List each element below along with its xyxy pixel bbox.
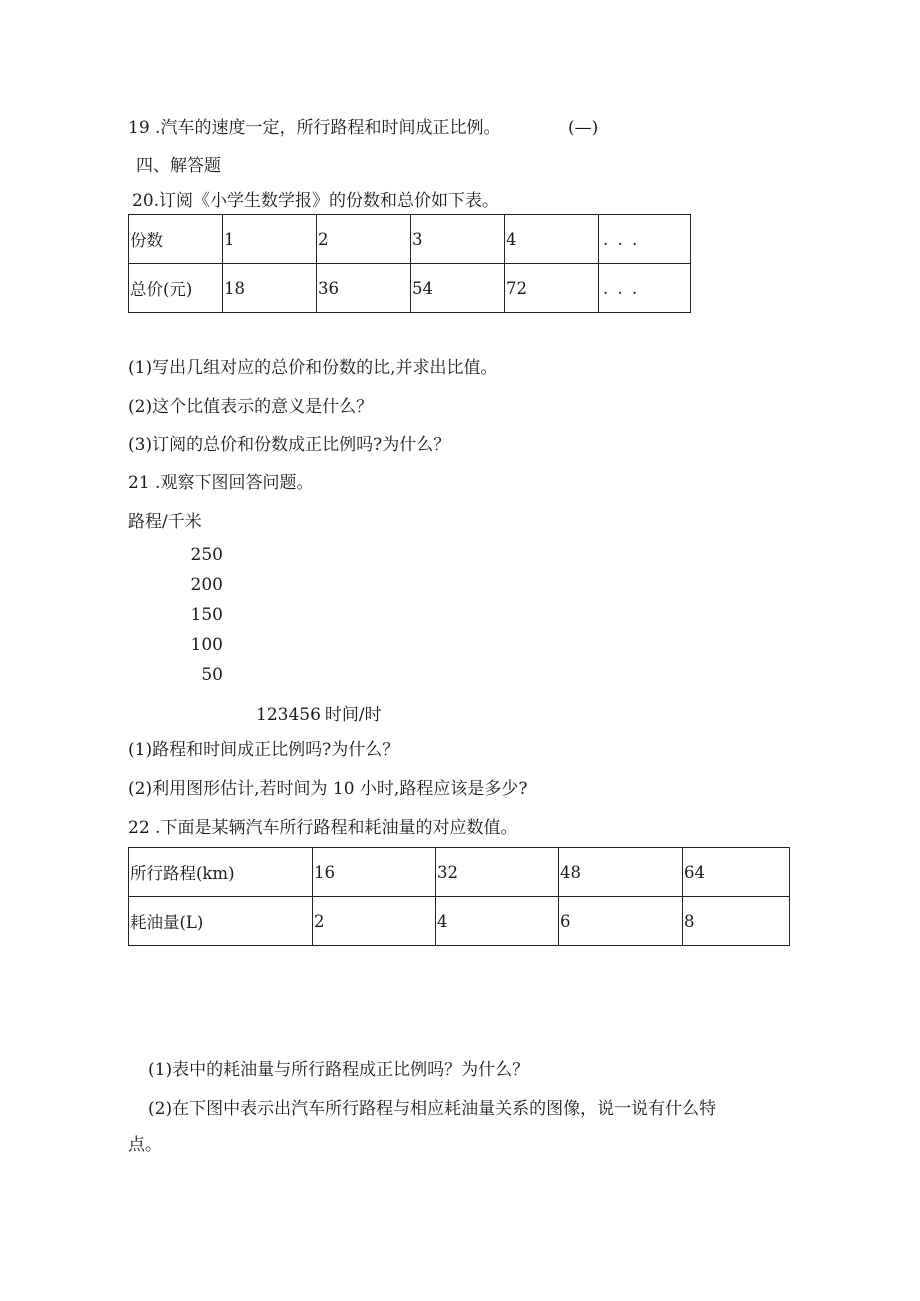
table-cell: 16: [313, 848, 436, 897]
table-row: [129, 215, 691, 264]
table-cell: 份数: [129, 215, 223, 264]
chart-x-ticks: 123456: [256, 705, 321, 725]
chart-x-axis: [256, 704, 382, 726]
table-cell: 4: [436, 897, 559, 946]
question-22-sub-1: (1)表中的耗油量与所行路程成正比例吗？为什么？: [148, 1060, 530, 1080]
table-cell: . . .: [599, 264, 691, 313]
question-20-sub-2: (2)这个比值表示的意义是什么？: [128, 397, 374, 417]
table-cell: 4: [505, 215, 599, 264]
question-21-sub-1: (1)路程和时间成正比例吗?为什么？: [128, 740, 400, 760]
chart-y-tick: 100: [190, 635, 223, 655]
question-20-title: 20.订阅《小学生数学报》的份数和总价如下表。: [132, 191, 500, 211]
question-19: [128, 117, 500, 139]
question-19-text: 19 .汽车的速度一定，所行路程和时间成正比例。: [128, 118, 501, 138]
table-cell: 32: [436, 848, 559, 897]
chart-x-axis-label: 时间/时: [324, 705, 382, 725]
chart-y-tick: 150: [190, 605, 223, 625]
chart-y-tick: 50: [201, 665, 223, 685]
table-cell: 总价(元): [129, 264, 223, 313]
question-21-title: 21 .观察下图回答问题。: [128, 473, 314, 493]
table-cell: 6: [559, 897, 683, 946]
table-cell: 2: [317, 215, 411, 264]
table-row: [129, 848, 790, 897]
question-19-answer: (—): [568, 118, 599, 138]
section-heading: 四、解答题: [136, 156, 221, 176]
chart-y-axis-label: 路程/千米: [128, 512, 202, 532]
table-cell: 18: [223, 264, 317, 313]
question-20-sub-1: (1)写出几组对应的总价和份数的比,并求出比值。: [128, 358, 498, 378]
question-20-sub-3: (3)订阅的总价和份数成正比例吗?为什么？: [128, 435, 451, 455]
table-cell: 2: [313, 897, 436, 946]
table-row: [129, 897, 790, 946]
table-row: [129, 264, 691, 313]
fuel-table: [128, 847, 790, 946]
table-cell: 耗油量(L): [129, 897, 313, 946]
table-cell: 36: [317, 264, 411, 313]
table-cell: 48: [559, 848, 683, 897]
subscription-table: [128, 214, 691, 313]
table-cell: . . .: [599, 215, 691, 264]
table-cell: 72: [505, 264, 599, 313]
table-cell: 64: [683, 848, 790, 897]
question-22-sub-2-cont: 点。: [128, 1135, 162, 1155]
question-22-sub-2: (2)在下图中表示出汽车所行路程与相应耗油量关系的图像，说一说有什么特: [148, 1099, 717, 1119]
chart-y-tick: 250: [190, 545, 223, 565]
question-21-sub-2: (2)利用图形估计,若时间为 10 小时,路程应该是多少?: [128, 779, 528, 799]
table-cell: 54: [411, 264, 505, 313]
table-cell: 1: [223, 215, 317, 264]
table-cell: 3: [411, 215, 505, 264]
table-cell: 8: [683, 897, 790, 946]
chart-y-tick: 200: [190, 575, 223, 595]
question-22-title: 22 .下面是某辆汽车所行路程和耗油量的对应数值。: [128, 818, 518, 838]
table-cell: 所行路程(km): [129, 848, 313, 897]
